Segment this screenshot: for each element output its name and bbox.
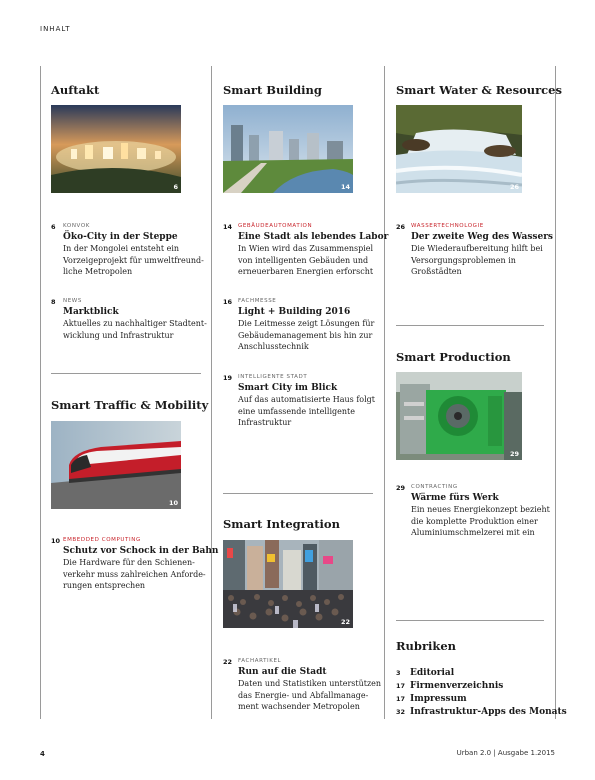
article-title: Eine Stadt als lebendes Labor [238,232,389,242]
image-city-park[interactable] [223,105,353,193]
rubric-label: Editorial [410,668,455,678]
section-title-smart-production: Smart Production [396,350,511,364]
image-page-number: 14 [340,183,350,191]
article-entry[interactable] [51,297,213,341]
article-kicker: WASSERTECHNOLOGIE [411,223,484,229]
article-page-number: 10 [51,537,61,545]
article-title: Öko-City in der Steppe [63,232,178,242]
article-title: Schutz vor Schock in der Bahn [63,546,219,556]
image-eco-city[interactable] [51,105,181,193]
section-title-rubriken: Rubriken [396,639,457,653]
article-teaser-line: Aktuelles zu nachhaltiger Stadtent- [63,319,207,328]
image-page-number: 22 [340,618,350,626]
article-kicker: FACHARTIKEL [238,658,282,664]
footer-publication: Urban 2.0 | Ausgabe 1.2015 [456,749,555,757]
article-title: Smart City im Blick [238,383,338,393]
article-entry[interactable] [396,483,561,539]
article-entry[interactable] [223,657,388,713]
article-teaser-line: eine umfassende intelligente [238,406,355,416]
article-teaser-line: ment wachsender Metropolen [238,702,360,711]
article-teaser-line: Großstädten [411,267,462,276]
rubric-item-editorial[interactable] [396,668,454,678]
section-header: INHALT [40,25,71,33]
article-teaser-line: Die Wiederaufbereitung hilft bei [411,244,543,253]
column-rule [40,66,41,719]
article-entry[interactable] [51,536,219,592]
article-kicker: INTELLIGENTE STADT [238,374,308,380]
section-divider [396,325,544,326]
article-entry[interactable] [51,222,213,278]
article-teaser-line: Aluminiumschmelzerei mit ein [411,528,535,537]
section-title-smart-traffic: Smart Traffic & Mobility [51,398,209,412]
column-rule [211,66,212,719]
section-title-smart-water: Smart Water & Resources [396,83,562,97]
article-page-number: 22 [223,658,233,666]
section-divider [396,620,544,621]
image-page-number: 6 [173,183,178,191]
rubric-label: Firmenverzeichnis [410,681,504,691]
article-teaser-line: das Energie- und Abfallmanage- [238,690,369,700]
image-page-number: 26 [509,183,519,191]
article-teaser-line: Infrastruktur [238,418,292,427]
rubric-item-firmenverzeichnis[interactable] [396,681,503,691]
article-page-number: 29 [396,484,406,492]
column-rule [555,66,556,719]
article-teaser-line: Auf das automatisierte Haus folgt [238,395,375,404]
article-teaser-line: Ein neues Energiekonzept bezieht [411,505,550,514]
article-page-number: 6 [51,223,56,231]
article-entry[interactable] [396,222,561,278]
article-teaser-line: rungen entsprechen [63,581,146,590]
article-kicker: FACHMESSE [238,298,277,304]
article-page-number: 16 [223,298,233,306]
article-kicker: EMBEDDED COMPUTING [63,537,141,543]
section-title-auftakt: Auftakt [51,83,100,97]
rubric-page-number: 17 [396,682,406,690]
article-page-number: 14 [223,223,233,231]
article-title: Der zweite Weg des Wassers [411,232,553,242]
article-title: Light + Building 2016 [238,307,351,317]
rubric-item-impressum[interactable] [396,694,467,704]
article-kicker: GEBÄUDEAUTOMATION [238,223,313,229]
article-teaser-line: die komplette Produktion einer [411,516,538,526]
article-page-number: 19 [223,374,233,382]
article-teaser-line: wicklung und Infrastruktur [63,330,174,340]
footer-page-number: 4 [40,750,45,758]
rubric-item-infrastruktur-apps[interactable] [396,707,567,717]
rubric-page-number: 17 [396,695,406,703]
article-entry[interactable] [223,297,388,353]
article-teaser-line: Die Leitmesse zeigt Lösungen für [238,319,375,328]
image-crowd[interactable] [223,540,353,628]
article-teaser-line: Vorzeigeprojekt für umweltfreund- [63,255,204,265]
section-title-smart-building: Smart Building [223,83,322,97]
article-teaser-line: In Wien wird das Zusammenspiel [238,244,374,253]
article-teaser-line: Gebäudemanagement bis hin zur [238,330,373,340]
article-teaser-line: verkehr muss zahlreichen Anforde- [63,569,206,579]
image-train[interactable] [51,421,181,509]
article-kicker: KONVOK [63,223,90,229]
article-page-number: 8 [51,298,56,306]
article-title: Marktblick [63,307,119,317]
rubric-page-number: 32 [396,708,406,716]
article-page-number: 26 [396,223,406,231]
article-teaser-line: liche Metropolen [63,267,133,276]
rubric-label: Infrastruktur-Apps des Monats [410,707,567,717]
image-waterfall[interactable] [396,105,522,193]
article-title: Wärme fürs Werk [411,493,499,503]
article-teaser-line: In der Mongolei entsteht ein [63,244,180,253]
image-machine[interactable] [396,372,522,460]
section-divider [223,493,373,494]
image-page-number: 10 [168,499,178,507]
rubric-page-number: 3 [396,669,401,677]
article-entry[interactable] [223,222,389,278]
article-kicker: CONTRACTING [411,484,458,490]
article-teaser-line: von intelligenten Gebäuden und [238,255,369,265]
article-teaser-line: Versorgungsproblemen in [411,255,516,265]
article-teaser-line: Die Hardware für den Schienen- [63,558,195,567]
article-title: Run auf die Stadt [238,667,327,677]
article-teaser-line: erneuerbaren Energien erforscht [238,267,374,276]
rubric-label: Impressum [410,694,467,704]
article-teaser-line: Daten und Statistiken unterstützen [238,679,382,688]
article-teaser-line: Anschlusstechnik [238,342,309,351]
article-kicker: NEWS [63,298,82,304]
article-entry[interactable] [223,373,388,429]
image-page-number: 29 [509,450,519,458]
section-title-smart-integration: Smart Integration [223,517,340,531]
section-divider [51,373,201,374]
